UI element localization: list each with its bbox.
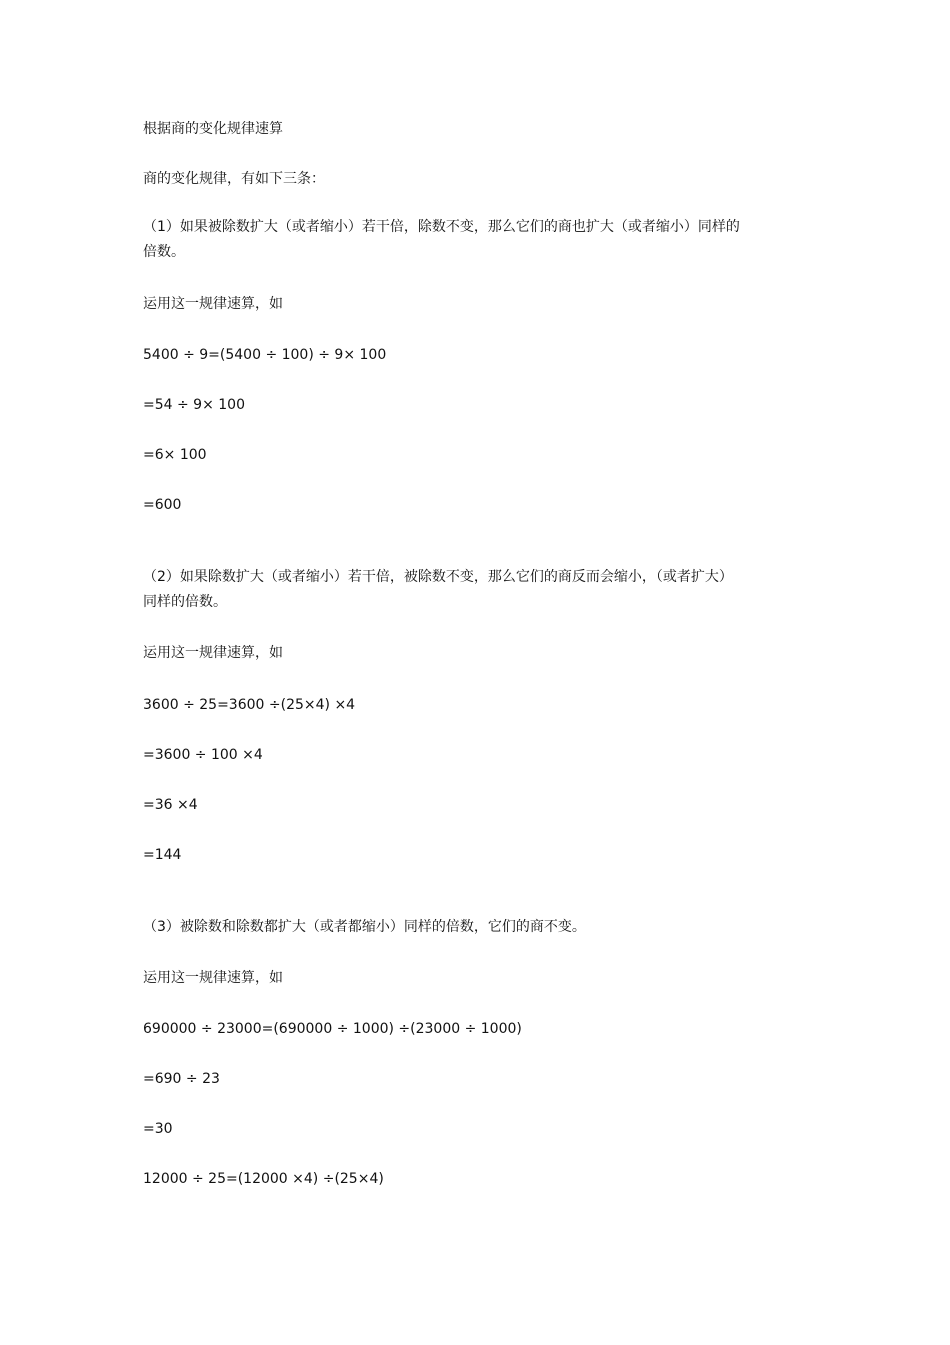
rule-1-step-4: =600: [143, 497, 182, 513]
rule-3-text: （3）被除数和除数都扩大（或者都缩小）同样的倍数，它们的商不变。: [143, 919, 586, 935]
rule-2-step-4: =144: [143, 847, 182, 863]
rule-1-step-1: 5400 ÷ 9=(5400 ÷ 100) ÷ 9× 100: [143, 347, 387, 363]
rule-2-example-intro: 运用这一规律速算，如: [143, 645, 283, 661]
rule-2-step-2: =3600 ÷ 100 ×4: [143, 747, 263, 763]
rule-1-text: （1）如果被除数扩大（或者缩小）若干倍，除数不变，那么它们的商也扩大（或者缩小）同样的倍数。: [143, 219, 740, 260]
rule-1-step-2: =54 ÷ 9× 100: [143, 397, 245, 413]
rule-1-step-3: =6× 100: [143, 447, 207, 463]
rule-3-step-1: 690000 ÷ 23000=(690000 ÷ 1000) ÷(23000 ÷ 1000): [143, 1021, 522, 1037]
document-title: 根据商的变化规律速算: [143, 121, 283, 137]
rule-2-text: （2）如果除数扩大（或者缩小）若干倍，被除数不变，那么它们的商反而会缩小，（或者扩大）同样的倍数。: [143, 569, 733, 610]
rule-1-example-intro: 运用这一规律速算，如: [143, 296, 283, 312]
rule-3-step-2: =690 ÷ 23: [143, 1071, 220, 1087]
rule-3-step-4: 12000 ÷ 25=(12000 ×4) ÷(25×4): [143, 1171, 384, 1187]
intro-text: 商的变化规律，有如下三条：: [143, 171, 325, 187]
rule-3-step-3: =30: [143, 1121, 173, 1137]
rule-2-step-3: =36 ×4: [143, 797, 198, 813]
rule-3-example-intro: 运用这一规律速算，如: [143, 970, 283, 986]
rule-2-step-1: 3600 ÷ 25=3600 ÷(25×4) ×4: [143, 697, 356, 713]
